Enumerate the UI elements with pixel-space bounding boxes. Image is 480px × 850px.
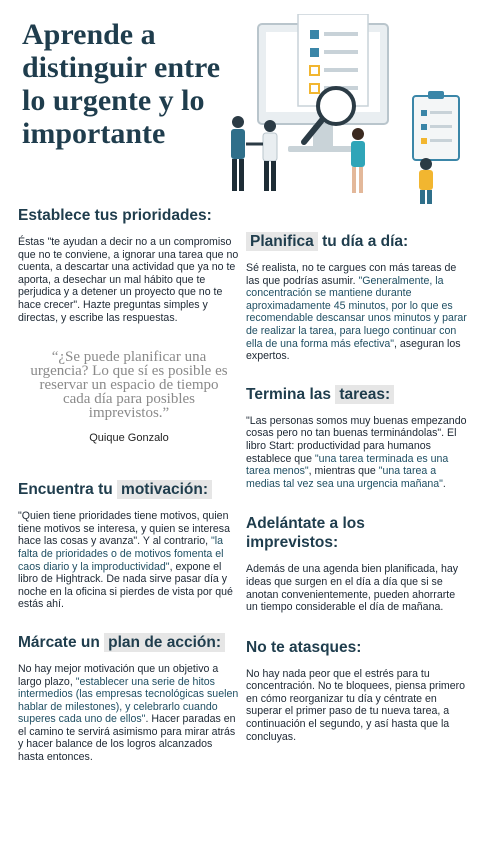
quoted-text: "establecer una serie de hitos intermedios (las empresas tecnológicas suelen hablar de milestones), y celebrarlo cuando superes cada uno de ellos"	[18, 675, 239, 726]
body-text: No hay mejor motivación que un objetivo a largo plazo,	[18, 662, 219, 688]
section-heading	[18, 480, 240, 499]
section-body	[246, 262, 468, 363]
body-text: , expone el libro de Hightrack. De nada sirve pasar día y noche en la oficina si pierdes de vista por qué estás ahí.	[18, 560, 233, 611]
section-heading	[246, 232, 468, 251]
heading-part: Termina las	[246, 385, 332, 403]
person-icon	[231, 116, 245, 191]
section-plan	[18, 633, 240, 764]
section-body	[246, 415, 468, 491]
person-icon	[246, 120, 277, 191]
body-text: "Quien tiene prioridades tiene motivos, quien tiene motivos se interesa, y quien se interesa hace las cosas y avanza". Y al contrario,	[18, 510, 230, 548]
heading-highlight: plan de acción:	[104, 633, 225, 652]
body-text: "Las personas somos muy buenas empezando cosas pero no tan buenas terminándolas". El libro Start: productividad para humanos establece que	[246, 414, 467, 465]
section-body	[18, 663, 240, 764]
body-text: . Hacer paradas en el camino te servirá asimismo para mirar atrás y hacer balance de los logros alcanzados hasta entonces.	[18, 713, 236, 764]
body-text: , mientras que	[308, 465, 379, 478]
right-column	[246, 232, 468, 743]
section-prioridades	[18, 206, 240, 324]
page-title: Aprende a distinguir entre lo urgente y lo importante	[22, 18, 221, 150]
heading-highlight: Planifica	[246, 232, 318, 251]
section-heading	[18, 633, 240, 652]
quote-text: “¿Se puede planificar una urgencia? Lo que sí es posible es reservar un espacio de tiempo cada día para posibles imprevistos.”	[30, 349, 228, 422]
body-text: , aseguran los expertos.	[246, 337, 461, 363]
section-heading: Adelántate a los imprevistos:	[246, 515, 365, 552]
clipboard-icon	[413, 91, 459, 160]
person-icon	[419, 158, 433, 204]
heading-highlight: tareas:	[335, 385, 394, 404]
heading-part: Márcate un	[18, 633, 100, 651]
body-text: .	[442, 477, 446, 490]
body-text: Sé realista, no te cargues con más tareas de las que podrías asumir.	[246, 262, 457, 287]
quoted-text: "una tarea terminada es una tarea menos"	[246, 452, 449, 478]
person-icon	[351, 128, 365, 193]
quoted-text: "una tarea a medias tal vez sea una urgencia mañana"	[246, 465, 443, 490]
section-heading: No te atasques:	[246, 638, 362, 656]
section-heading	[246, 385, 468, 404]
section-planifica	[246, 232, 468, 363]
section-atasques	[246, 638, 468, 744]
quoted-text: "la falta de prioridades o de motivos fomenta el caos diario y la improductividad"	[18, 535, 224, 573]
section-body: Además de una agenda bien planificada, hay ideas que surgen en el día a día que si se anotan convenientemente, pueden ahorrarte un tiempo considerable el día de mañana.	[246, 563, 459, 614]
quote-author: Quique Gonzalo	[89, 432, 169, 445]
left-column	[18, 206, 240, 764]
section-adelantate	[246, 514, 468, 613]
section-heading: Establece tus prioridades:	[18, 207, 212, 224]
pull-quote	[18, 350, 240, 444]
section-termina	[246, 385, 468, 491]
section-body: No hay nada peor que el estrés para tu concentración. No te bloquees, piensa primero en cómo reorganizar tu día y céntrate en superar el primer paso de tu nueva tarea, a continuación el segundo, y así hasta que la concluyas.	[246, 667, 466, 743]
section-body	[18, 510, 240, 611]
heading-part: Encuentra tu	[18, 481, 113, 499]
productivity-illustration	[218, 14, 478, 204]
quoted-text: "Generalmente, la concentración se mantiene durante aproximadamente 45 minutos, por lo que es recomendable descansar unos minutos y parar de realizar la tarea, para luego continuar con ella de una forma más efectiva"	[246, 274, 467, 350]
heading-highlight: motivación:	[117, 480, 212, 499]
section-motivacion	[18, 480, 240, 611]
heading-part: tu día a día:	[322, 233, 409, 250]
section-body: Éstas "te ayudan a decir no a un compromiso que no te conviene, a ignorar una tarea que no cuenta, a descartar una actividad que ya no te aporta, a desechar un mal hábito que te perjudica y a detener un proyecto que no te hace crecer". Hazte preguntas simples y directas, y escribe las respuestas.	[18, 236, 239, 324]
